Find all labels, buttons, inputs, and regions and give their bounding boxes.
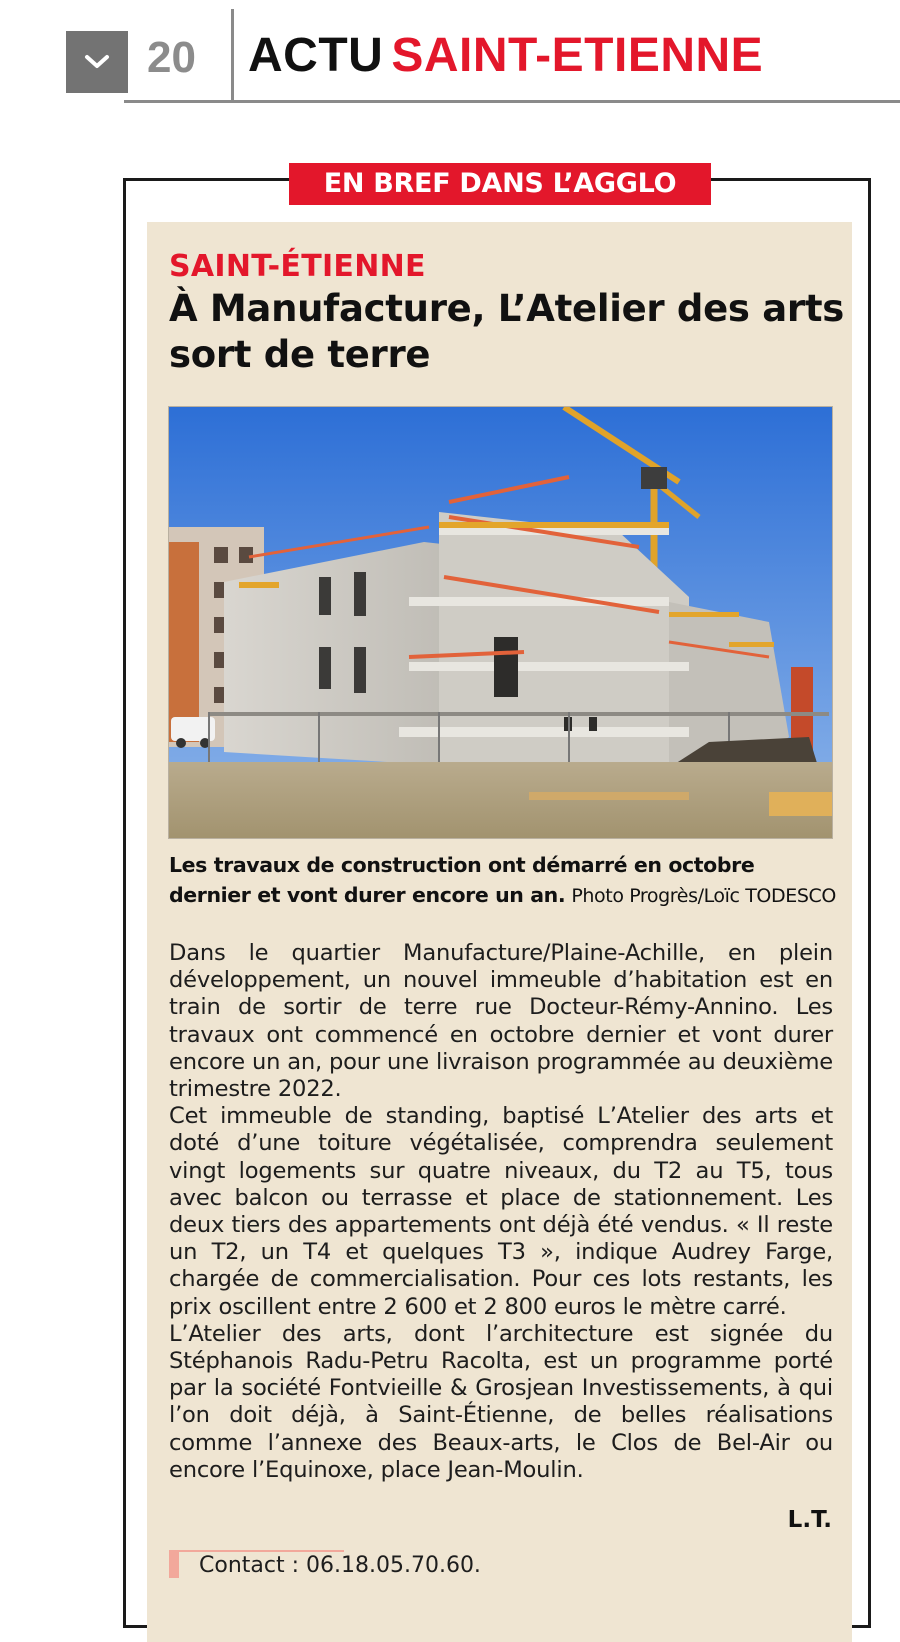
paragraph: L’Atelier des arts, dont l’architecture est signée du Stéphanois Radu-Petru Racolta, est un programme porté par la société Fontvieille & Grosjean Investissements, à qui l’on doit déjà, à Saint-Étienne, de belles réalisations comme l’annexe des Beaux-arts, le Clos de Bel-Air ou encore l’Equinoxe, place Jean-Moulin. <box>169 1320 833 1483</box>
photo-caption <box>169 850 839 911</box>
article-photo <box>169 407 832 838</box>
contact-marker <box>169 1552 179 1578</box>
article-headline: À Manufacture, L’Atelier des arts sort de terre <box>169 287 844 376</box>
page-number: 20 <box>147 33 196 82</box>
contact-info: Contact : 06.18.05.70.60. <box>199 1553 481 1578</box>
section-title-main: ACTU <box>248 29 384 82</box>
section-title-city: SAINT-ETIENNE <box>391 29 764 82</box>
page-header <box>0 0 900 104</box>
article-body <box>169 940 833 1484</box>
article-kicker: SAINT-ÉTIENNE <box>169 249 426 284</box>
header-rule <box>124 100 900 103</box>
author-initials: L.T. <box>787 1507 832 1533</box>
photo-credit: Photo Progrès/Loïc TODESCO <box>571 885 836 907</box>
section-title <box>248 26 763 86</box>
menu-toggle-button[interactable] <box>66 31 128 93</box>
caption-text: Les travaux de construction ont démarré en octobre dernier et vont durer encore un an. <box>169 853 755 907</box>
construction-site-photo <box>169 407 832 838</box>
paragraph: Dans le quartier Manufacture/Plaine-Achille, en plein développement, un nouvel immeuble d’habitation est en train de sortir de terre rue Docteur-Rémy-Annino. Les travaux ont commencé en octobre dernier et vont durer encore un an, pour une livraison programmée au deuxième trimestre 2022. <box>169 940 833 1103</box>
chevron-down-icon <box>83 53 111 71</box>
rubric-label: EN BREF DANS L’AGGLO <box>289 163 711 205</box>
paragraph: Cet immeuble de standing, baptisé L’Atelier des arts et doté d’une toiture végétalisée, comprendra seulement vingt logements sur quatre niveaux, du T2 au T5, tous avec balcon ou terrasse et place de stationnement. Les deux tiers des appartements ont déjà été vendus. « Il reste un T2, un T4 et quelques T3 », indique Audrey Farge, chargée de commercialisation. Pour ces lots restants, les prix oscillent entre 2 600 et 2 800 euros le mètre carré. <box>169 1103 833 1320</box>
header-divider <box>231 9 234 101</box>
